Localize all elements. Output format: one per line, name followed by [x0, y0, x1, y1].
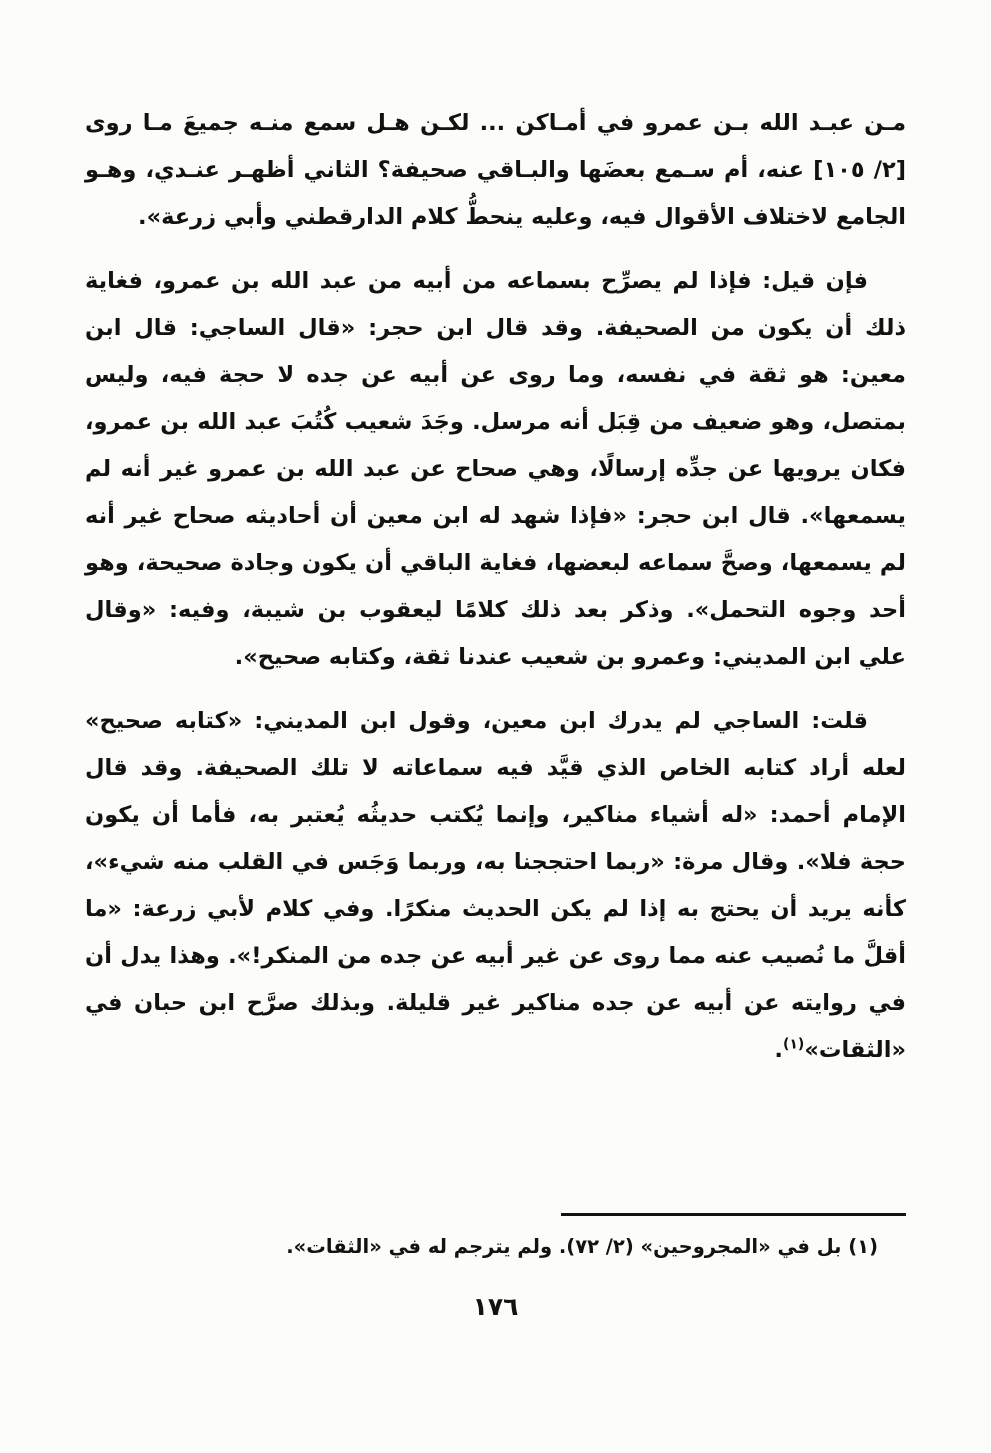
body-text [85, 100, 906, 1091]
paragraph-text: قلت: الساجي لم يدرك ابن معين، وقول ابن المديني: «كتابه صحيح» لعله أراد كتابه الخاص الذي قيَّد فيه سماعاته لا تلك الصحيفة. وقد قال الإمام أحمد: «له أشياء مناكير، وإنما يُكتب حديثُه يُعتبر به، فأما أن يكون حجة فلا». وقال مرة: «ربما احتججنا به، وربما وَجَس في القلب منه شيء»، كأنه يريد أن يحتج به إذا لم يكن الحديث منكرًا. وفي كلام لأبي زرعة: «ما أقلَّ ما نُصيب عنه مما روى عن غير أبيه عن جده من المنكر!». وهذا يدل أن في روايته عن أبيه عن جده مناكير غير قليلة. وبذلك صرَّح ابن حبان في «الثقات» [85, 708, 906, 1063]
paragraph [85, 258, 906, 681]
paragraph-text: فإن قيل: فإذا لم يصرِّح بسماعه من أبيه من عبد الله بن عمرو، فغاية ذلك أن يكون من الصحيفة. وقد قال ابن حجر: «قال الساجي: قال ابن معين: هو ثقة في نفسه، وما روى عن أبيه عن جده لا حجة فيه، وليس بمتصل، وهو ضعيف من قِبَل أنه مرسل. وجَدَ شعيب كُتُبَ عبد الله بن عمرو، فكان يرويها عن جدِّه إرسالًا، وهي صحاح عن عبد الله بن عمرو غير أنه لم يسمعها». قال ابن حجر: «فإذا شهد له ابن معين أن أحاديثه صحاح غير أنه لم يسمعها، وصحَّ سماعه لبعضها، فغاية الباقي أن يكون وجادة صحيحة، وهو أحد وجوه التحمل». وذكر بعد ذلك كلامًا ليعقوب بن شيبة، وفيه: «وقال علي ابن المديني: وعمرو بن شعيب عندنا ثقة، وكتابه صحيح». [85, 268, 906, 670]
footnote-ref: (١) [782, 1036, 805, 1053]
paragraph [85, 100, 906, 241]
page-number: ١٧٦ [472, 1292, 519, 1321]
footnote [85, 1213, 906, 1262]
footnote-text: (١) بل في «المجروحين» (٢/ ٧٢). ولم يترجم له في «الثقات». [286, 1235, 878, 1258]
paragraph-text: مـن عبـد الله بـن عمرو في أمـاكن ... لكـن هـل سمع منـه جميعَ مـا روى [٢/ ١٠٥] عنه، أم سـمع بعضَها والبـاقي صحيفة؟ الثاني أظهـر عنـدي، وهـو الجامع لاختلاف الأقوال فيه، وعليه ينحطُّ كلام الدارقطني وأبي زرعة». [85, 110, 906, 230]
paragraph [85, 698, 906, 1074]
footnote-separator [561, 1213, 906, 1216]
paragraph-text-end: . [774, 1037, 783, 1063]
